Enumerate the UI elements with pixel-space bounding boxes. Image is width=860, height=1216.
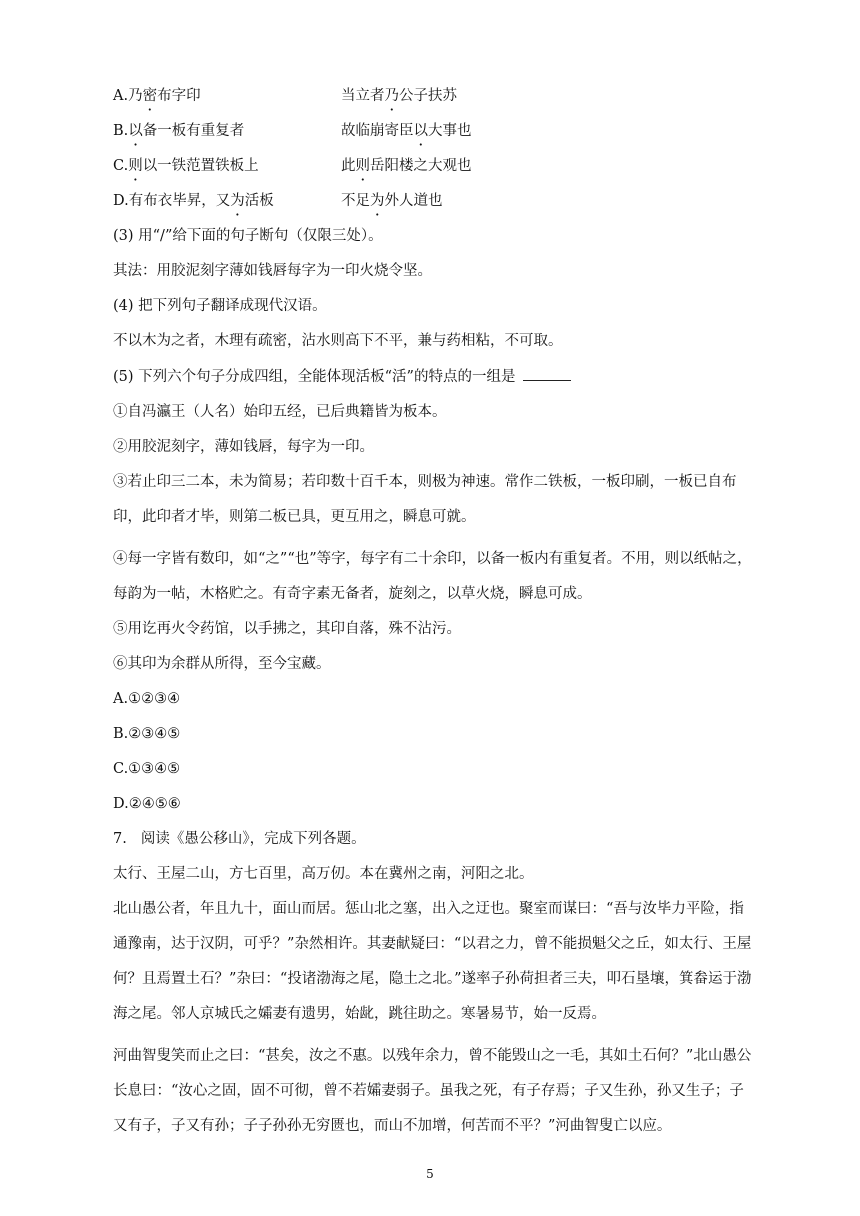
option-d [113,191,753,212]
question-5-prompt-text: (5) 下列六个句子分成四组，全能体现活板“活”的特点的一组是 [113,369,516,385]
passage-paragraph-1: 太行、王屋二山，方七百里，高万仞。本在冀州之南，河阳之北。 [113,866,534,882]
question-7-title: 阅读《愚公移山》，完成下列各题。 [140,831,366,847]
choice-a: A.①②③④ [113,691,181,707]
question-3-prompt: (3) 用“/”给下面的句子断句（仅限三处）。 [113,228,383,244]
question-7-number: 7. [113,831,127,847]
option-c-left: C.则以一铁范置铁板上 [113,158,259,174]
document-page [113,86,753,1144]
question-5-item-3: ③若止印三二本，未为简易；若印数十百千本，则极为神速。常作二铁板，一板印刷，一板已自布印，此印者才毕，则第二板已具，更互用之，瞬息可就。 [113,474,737,525]
option-c-right: 此则岳阳楼之大观也 [341,158,472,174]
passage-paragraph-3: 河曲智叟笑而止之曰：“甚矣，汝之不惠。以残年余力，曾不能毁山之一毛，其如土石何？”北山愚公长息曰：“汝心之固，固不可彻，曾不若孀妻弱子。虽我之死，有子存焉；子又生孙，孙又生子；子又有子，子又有孙；子子孙孙无穷匮也，而山不加增，何苦而不平？”河曲智叟亡以应。 [113,1048,752,1134]
choice-b: B.②③④⑤ [113,726,181,742]
question-5-item-4: ④每一字皆有数印，如“之”“也”等字，每字有二十余印，以备一板内有重复者。不用，则以纸帖之，每韵为一帖，木格贮之。有奇字素无备者，旋刻之，以草火烧，瞬息可成。 [113,551,752,602]
option-d-right: 不足为外人道也 [341,193,443,209]
option-c [113,156,753,177]
question-5-item-6: ⑥其印为余群从所得，至今宝藏。 [113,656,331,672]
option-d-left: D.有布衣毕昇，又为活板 [113,193,274,209]
option-b [113,121,753,142]
page-number: 5 [426,1167,434,1181]
option-a [113,86,753,107]
option-a-left: A.乃密布字印 [113,88,201,104]
passage-paragraph-2: 北山愚公者，年且九十，面山而居。惩山北之塞，出入之迂也。聚室而谋曰：“吾与汝毕力平险，指通豫南，达于汉阴，可乎？”杂然相许。其妻献疑曰：“以君之力，曾不能损魁父之丘，如太行、王屋何？且焉置土石？”杂曰：“投诸渤海之尾，隐土之北。”遂率子孙荷担者三夫，叩石垦壤，箕畚运于渤海之尾。邻人京城氏之孀妻有遗男，始龀，跳往助之。寒暑易节，始一反焉。 [113,901,752,1022]
question-5-prompt [113,366,753,388]
choice-d: D.②④⑤⑥ [113,796,181,812]
choice-c: C.①③④⑤ [113,761,181,777]
question-3-text: 其法：用胶泥刻字薄如钱唇每字为一印火烧令坚。 [113,263,432,279]
question-7-heading [113,829,753,850]
option-b-right: 故临崩寄臣以大事也 [341,123,472,139]
option-b-left: B.以备一板有重复者 [113,123,245,139]
question-5-item-1: ①自冯瀛王（人名）始印五经，已后典籍皆为板本。 [113,404,447,420]
question-5-item-2: ②用胶泥刻字，薄如钱唇，每字为一印。 [113,439,374,455]
question-4-prompt: (4) 把下列句子翻译成现代汉语。 [113,298,327,314]
question-5-item-5: ⑤用讫再火令药馆，以手拂之，其印自落，殊不沾污。 [113,621,461,637]
answer-blank [523,366,571,381]
question-4-text: 不以木为之者，木理有疏密，沾水则高下不平，兼与药相粘，不可取。 [113,333,563,349]
option-a-right: 当立者乃公子扶苏 [341,88,457,104]
